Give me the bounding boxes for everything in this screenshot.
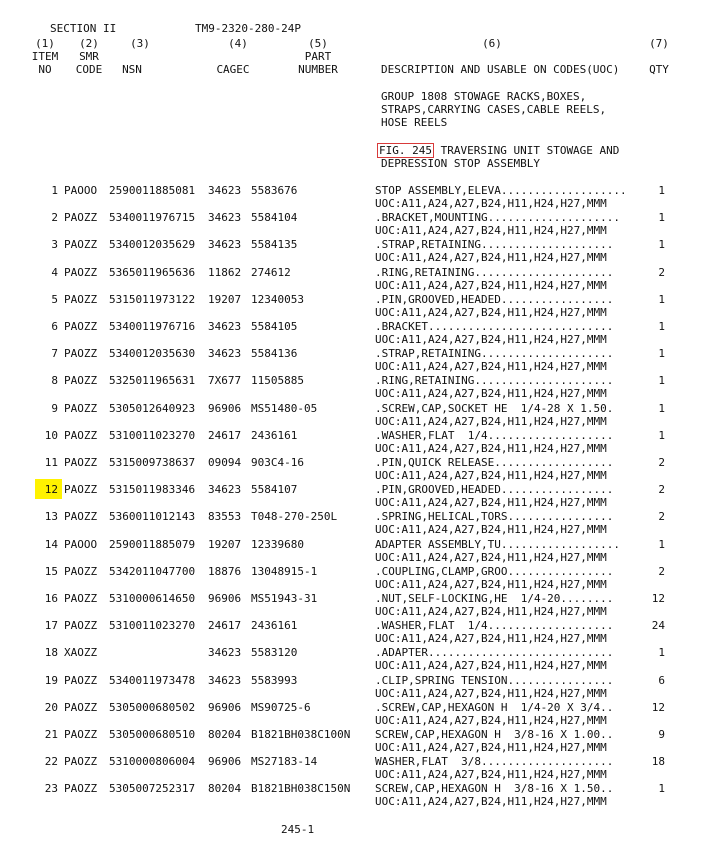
smr-code: PAOZZ [64, 402, 98, 415]
smr-code: PAOZZ [64, 619, 98, 632]
item-number: 17 [44, 619, 58, 632]
nsn: 5315009738637 [109, 456, 196, 469]
section-label: SECTION II [50, 22, 117, 35]
quantity: 9 [658, 728, 665, 741]
description: .PIN,GROOVED,HEADED................. [375, 483, 614, 496]
nsn: 5340011976716 [109, 320, 196, 333]
cagec: 18876 [208, 565, 242, 578]
quantity: 1 [658, 429, 665, 442]
cagec: 34623 [208, 674, 242, 687]
item-number: 10 [44, 429, 58, 442]
item-number: 3 [51, 238, 58, 251]
nsn: 5340012035630 [109, 347, 196, 360]
part-number: 5583993 [251, 674, 298, 687]
description: STOP ASSEMBLY,ELEVA................... [375, 184, 627, 197]
cagec: 24617 [208, 619, 242, 632]
part-number: 5584107 [251, 483, 298, 496]
smr-code: PAOZZ [64, 320, 98, 333]
nsn: 5342011047700 [109, 565, 196, 578]
smr-code: PAOZZ [64, 374, 98, 387]
smr-code: PAOOO [64, 538, 98, 551]
nsn: 5305007252317 [109, 782, 196, 795]
item-number: 11 [44, 456, 58, 469]
nsn: 5340012035629 [109, 238, 196, 251]
cagec: 09094 [208, 456, 242, 469]
nsn: 5360011012143 [109, 510, 196, 523]
item-number: 16 [44, 592, 58, 605]
cagec: 19207 [208, 538, 242, 551]
part-number: 5583120 [251, 646, 298, 659]
quantity: 1 [658, 211, 665, 224]
quantity: 12 [651, 592, 665, 605]
col2-header-line2: CODE [75, 63, 103, 76]
quantity: 2 [658, 510, 665, 523]
quantity: 1 [658, 238, 665, 251]
figure-title-line1: TRAVERSING UNIT STOWAGE AND [440, 144, 620, 157]
usable-on-codes: UOC:A11,A24,A27,B24,H11,H24,H27,MMM [375, 306, 607, 319]
usable-on-codes: UOC:A11,A24,A27,B24,H11,H24,H27,MMM [375, 523, 607, 536]
usable-on-codes: UOC:A11,A24,A27,B24,H11,H24,H27,MMM [375, 687, 607, 700]
description: .SCREW,CAP,HEXAGON H 1/4-20 X 3/4.. [375, 701, 614, 714]
cagec: 34623 [208, 184, 242, 197]
smr-code: PAOZZ [64, 293, 98, 306]
nsn: 5310000806004 [109, 755, 196, 768]
smr-code: PAOZZ [64, 510, 98, 523]
description: .PIN,GROOVED,HEADED................. [375, 293, 614, 306]
usable-on-codes: UOC:A11,A24,A27,B24,H11,H24,H27,MMM [375, 578, 607, 591]
nsn: 5340011976715 [109, 211, 196, 224]
col5-header-line1: PART [304, 50, 332, 63]
item-number: 22 [44, 755, 58, 768]
smr-code: PAOZZ [64, 429, 98, 442]
part-number: 903C4-16 [251, 456, 304, 469]
quantity: 2 [658, 565, 665, 578]
col6-number: (6) [482, 37, 502, 50]
col1-header-line1: ITEM [31, 50, 59, 63]
nsn: 5310011023270 [109, 619, 196, 632]
description: .CLIP,SPRING TENSION................ [375, 674, 614, 687]
group-line1: GROUP 1808 STOWAGE RACKS,BOXES, [381, 90, 587, 103]
quantity: 1 [658, 782, 665, 795]
part-number: 11505885 [251, 374, 304, 387]
col7-header: QTY [649, 63, 669, 76]
quantity: 24 [651, 619, 665, 632]
nsn: 5365011965636 [109, 266, 196, 279]
col6-header: DESCRIPTION AND USABLE ON CODES(UOC) [381, 63, 620, 76]
cagec: 34623 [208, 320, 242, 333]
quantity: 2 [658, 483, 665, 496]
description: .STRAP,RETAINING.................... [375, 238, 614, 251]
smr-code: PAOZZ [64, 483, 98, 496]
quantity: 1 [658, 320, 665, 333]
item-number: 5 [51, 293, 58, 306]
usable-on-codes: UOC:A11,A24,A27,B24,H11,H24,H27,MMM [375, 659, 607, 672]
item-number: 23 [44, 782, 58, 795]
part-number: MS51943-31 [251, 592, 318, 605]
document-number: TM9-2320-280-24P [195, 22, 301, 35]
quantity: 2 [658, 266, 665, 279]
usable-on-codes: UOC:A11,A24,A27,B24,H11,H24,H27,MMM [375, 442, 607, 455]
description: .ADAPTER............................ [375, 646, 614, 659]
quantity: 1 [658, 402, 665, 415]
usable-on-codes: UOC:A11,A24,A27,B24,H11,H24,H27,MMM [375, 496, 607, 509]
usable-on-codes: UOC:A11,A24,A27,B24,H11,H24,H27,MMM [375, 551, 607, 564]
quantity: 1 [658, 646, 665, 659]
col3-number: (3) [130, 37, 150, 50]
usable-on-codes: UOC:A11,A24,A27,B24,H11,H24,H27,MMM [375, 469, 607, 482]
usable-on-codes: UOC:A11,A24,A27,B24,H11,H24,H27,MMM [375, 279, 607, 292]
smr-code: PAOZZ [64, 456, 98, 469]
smr-code: PAOZZ [64, 755, 98, 768]
item-number: 14 [44, 538, 58, 551]
figure-link[interactable]: FIG. 245 [379, 144, 432, 157]
cagec: 34623 [208, 211, 242, 224]
col7-number: (7) [649, 37, 669, 50]
part-number: 5584105 [251, 320, 298, 333]
smr-code: PAOZZ [64, 238, 98, 251]
item-number: 12 [44, 483, 58, 496]
quantity: 1 [658, 538, 665, 551]
col1-header-line2: NO [38, 63, 52, 76]
usable-on-codes: UOC:A11,A24,A27,B24,H11,H24,H27,MMM [375, 360, 607, 373]
page-number: 245-1 [281, 823, 315, 836]
item-number: 7 [51, 347, 58, 360]
smr-code: PAOZZ [64, 266, 98, 279]
nsn: 5325011965631 [109, 374, 196, 387]
part-number: 5584135 [251, 238, 298, 251]
item-number: 18 [44, 646, 58, 659]
item-number: 6 [51, 320, 58, 333]
cagec: 34623 [208, 238, 242, 251]
usable-on-codes: UOC:A11,A24,A27,B24,H11,H24,H27,MMM [375, 605, 607, 618]
col2-number: (2) [79, 37, 99, 50]
usable-on-codes: UOC:A11,A24,A27,B24,H11,H24,H27,MMM [375, 768, 607, 781]
nsn: 2590011885079 [109, 538, 196, 551]
smr-code: PAOZZ [64, 565, 98, 578]
nsn: 5305012640923 [109, 402, 196, 415]
description: ADAPTER ASSEMBLY,TU.................. [375, 538, 621, 551]
description: .RING,RETAINING..................... [375, 374, 614, 387]
usable-on-codes: UOC:A11,A24,A27,B24,H11,H24,H27,MMM [375, 415, 607, 428]
part-number: T048-270-250L [251, 510, 338, 523]
description: .WASHER,FLAT 1/4................... [375, 619, 614, 632]
item-number: 21 [44, 728, 58, 741]
cagec: 96906 [208, 592, 242, 605]
usable-on-codes: UOC:A11,A24,A27,B24,H11,H24,H27,MMM [375, 795, 607, 808]
quantity: 18 [651, 755, 665, 768]
part-number: B1821BH038C150N [251, 782, 351, 795]
cagec: 11862 [208, 266, 242, 279]
usable-on-codes: UOC:A11,A24,A27,B24,H11,H24,H27,MMM [375, 632, 607, 645]
col1-number: (1) [35, 37, 55, 50]
col4-number: (4) [228, 37, 248, 50]
item-number: 9 [51, 402, 58, 415]
description: .COUPLING,CLAMP,GROO................ [375, 565, 614, 578]
group-line2: STRAPS,CARRYING CASES,CABLE REELS, [381, 103, 607, 116]
item-number: 19 [44, 674, 58, 687]
smr-code: PAOZZ [64, 674, 98, 687]
nsn: 2590011885081 [109, 184, 196, 197]
usable-on-codes: UOC:A11,A24,A27,B24,H11,H24,H27,MMM [375, 714, 607, 727]
part-number: 5584104 [251, 211, 298, 224]
item-number: 15 [44, 565, 58, 578]
col4-header: CAGEC [216, 63, 250, 76]
nsn: 5315011973122 [109, 293, 196, 306]
description: WASHER,FLAT 3/8.................... [375, 755, 614, 768]
nsn: 5315011983346 [109, 483, 196, 496]
part-number: MS27183-14 [251, 755, 318, 768]
description: SCREW,CAP,HEXAGON H 3/8-16 X 1.00.. [375, 728, 614, 741]
item-number: 4 [51, 266, 58, 279]
smr-code: XAOZZ [64, 646, 98, 659]
nsn: 5340011973478 [109, 674, 196, 687]
nsn: 5305000680502 [109, 701, 196, 714]
part-number: 12339680 [251, 538, 304, 551]
part-number: 5584136 [251, 347, 298, 360]
item-number: 2 [51, 211, 58, 224]
item-number: 8 [51, 374, 58, 387]
item-number: 1 [51, 184, 58, 197]
usable-on-codes: UOC:A11,A24,A27,B24,H11,H24,H27,MMM [375, 741, 607, 754]
smr-code: PAOOO [64, 184, 98, 197]
cagec: 24617 [208, 429, 242, 442]
smr-code: PAOZZ [64, 701, 98, 714]
description: SCREW,CAP,HEXAGON H 3/8-16 X 1.50.. [375, 782, 614, 795]
description: .RING,RETAINING..................... [375, 266, 614, 279]
cagec: 83553 [208, 510, 242, 523]
nsn: 5310000614650 [109, 592, 196, 605]
description: .SCREW,CAP,SOCKET HE 1/4-28 X 1.50. [375, 402, 614, 415]
item-number: 20 [44, 701, 58, 714]
quantity: 12 [651, 701, 665, 714]
smr-code: PAOZZ [64, 592, 98, 605]
quantity: 6 [658, 674, 665, 687]
group-line3: HOSE REELS [381, 116, 448, 129]
usable-on-codes: UOC:A11,A24,A27,B24,H11,H24,H27,MMM [375, 224, 607, 237]
quantity: 1 [658, 184, 665, 197]
part-number: B1821BH038C100N [251, 728, 351, 741]
col5-number: (5) [308, 37, 328, 50]
cagec: 19207 [208, 293, 242, 306]
col5-header-line2: NUMBER [298, 63, 338, 76]
cagec: 34623 [208, 483, 242, 496]
part-number: 2436161 [251, 619, 298, 632]
cagec: 96906 [208, 701, 242, 714]
description: .BRACKET............................ [375, 320, 614, 333]
part-number: 12340053 [251, 293, 304, 306]
smr-code: PAOZZ [64, 347, 98, 360]
description: .WASHER,FLAT 1/4................... [375, 429, 614, 442]
cagec: 34623 [208, 646, 242, 659]
col2-header-line1: SMR [79, 50, 99, 63]
usable-on-codes: UOC:A11,A24,A27,B24,H11,H24,H27,MMM [375, 333, 607, 346]
nsn: 5310011023270 [109, 429, 196, 442]
figure-title-line2: DEPRESSION STOP ASSEMBLY [381, 157, 540, 170]
figure-line1 [377, 144, 619, 157]
description: .STRAP,RETAINING.................... [375, 347, 614, 360]
col3-header: NSN [122, 63, 142, 76]
smr-code: PAOZZ [64, 728, 98, 741]
usable-on-codes: UOC:A11,A24,A27,B24,H11,H24,H27,MMM [375, 197, 607, 210]
part-number: MS51480-05 [251, 402, 318, 415]
quantity: 1 [658, 374, 665, 387]
smr-code: PAOZZ [64, 782, 98, 795]
description: .BRACKET,MOUNTING.................... [375, 211, 621, 224]
part-number: 2436161 [251, 429, 298, 442]
description: .PIN,QUICK RELEASE.................. [375, 456, 614, 469]
cagec: 80204 [208, 728, 242, 741]
cagec: 34623 [208, 347, 242, 360]
nsn: 5305000680510 [109, 728, 196, 741]
description: .SPRING,HELICAL,TORS................ [375, 510, 614, 523]
usable-on-codes: UOC:A11,A24,A27,B24,H11,H24,H27,MMM [375, 387, 607, 400]
cagec: 96906 [208, 402, 242, 415]
quantity: 1 [658, 293, 665, 306]
part-number: MS90725-6 [251, 701, 311, 714]
item-number: 13 [44, 510, 58, 523]
quantity: 1 [658, 347, 665, 360]
part-number: 274612 [251, 266, 291, 279]
cagec: 7X677 [208, 374, 242, 387]
description: .NUT,SELF-LOCKING,HE 1/4-20........ [375, 592, 614, 605]
quantity: 2 [658, 456, 665, 469]
usable-on-codes: UOC:A11,A24,A27,B24,H11,H24,H27,MMM [375, 251, 607, 264]
cagec: 96906 [208, 755, 242, 768]
part-number: 5583676 [251, 184, 298, 197]
part-number: 13048915-1 [251, 565, 318, 578]
cagec: 80204 [208, 782, 242, 795]
smr-code: PAOZZ [64, 211, 98, 224]
